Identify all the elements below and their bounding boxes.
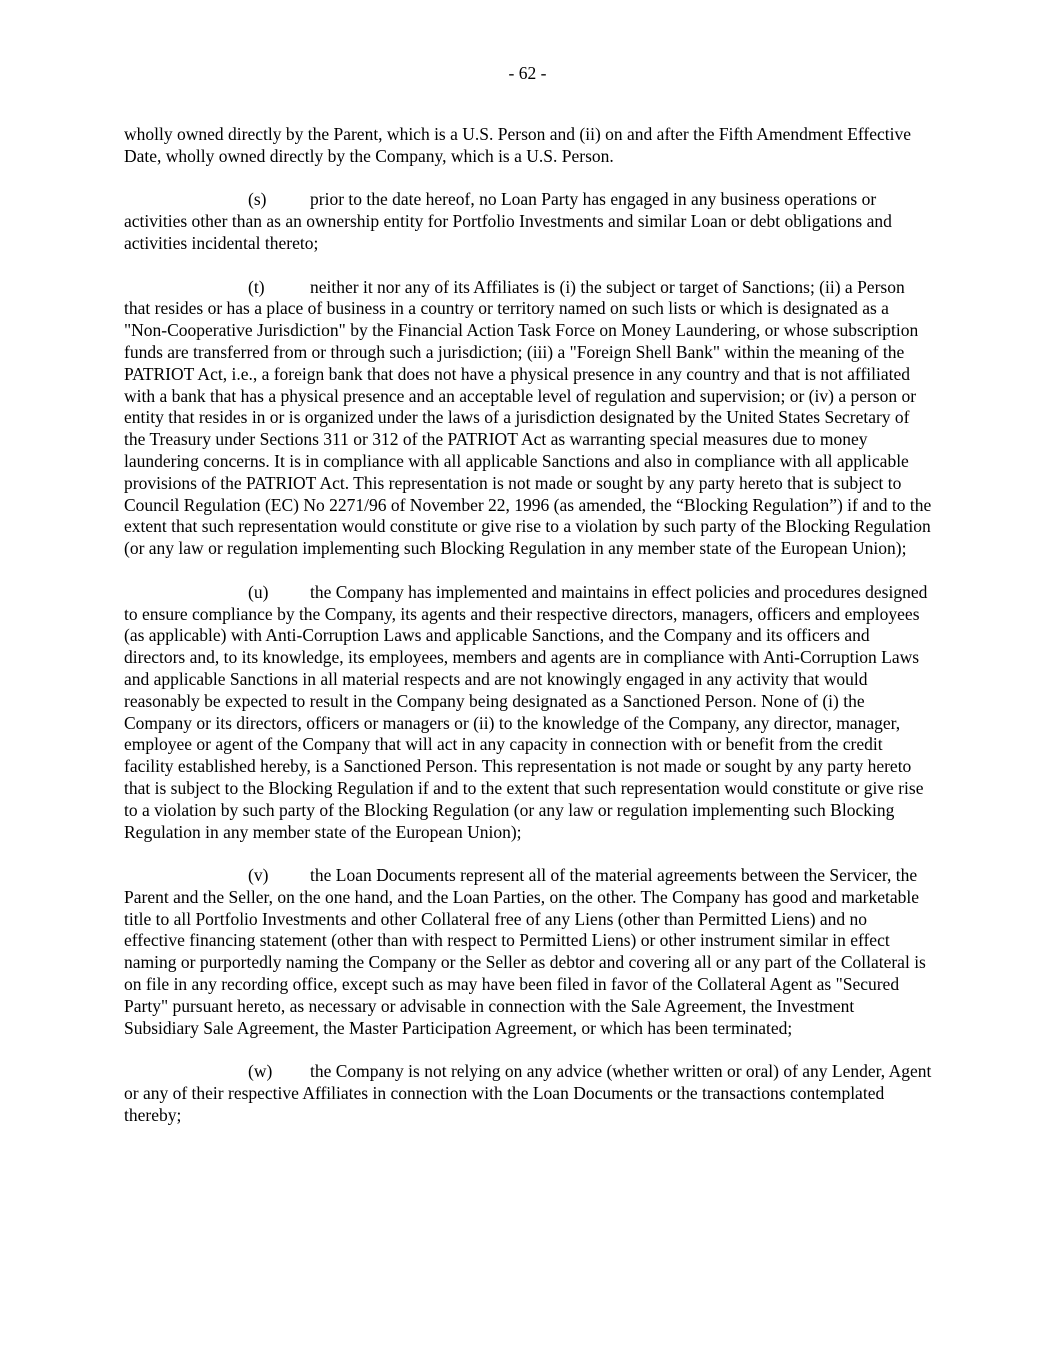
clause-label: (s): [248, 189, 267, 210]
clause-w: [124, 1061, 932, 1126]
clause-text: the Company is not relying on any advice (whether written or oral) of any Lender, Agent or any of their respective Affiliates in connection with the Loan Documents or the transactions contemplated thereby;: [124, 1061, 932, 1125]
clause-text: the Company has implemented and maintains in effect policies and procedures designed to ensure compliance by the Company, its agents and their respective directors, managers, officers and employees (as applicable) with Anti-Corruption Laws and applicable Sanctions, and the Company and its officers and directors and, to its knowledge, its employees, members and agents are in compliance with Anti-Corruption Laws and applicable Sanctions in all material respects and are not knowingly engaged in any activity that would reasonably be expected to result in the Company being designated as a Sanctioned Person. None of (i) the Company or its directors, officers or managers or (ii) to the knowledge of the Company, any director, manager, employee or agent of the Company that will act in any capacity in connection with or benefit from the credit facility established hereby, is a Sanctioned Person. This representation is not made or sought by any party hereto that is subject to the Blocking Regulation if and to the extent that such representation would constitute or give rise to a violation by such party of the Blocking Regulation (or any law or regulation implementing such Blocking Regulation in any member state of the European Union);: [124, 581, 928, 842]
paragraph-text: wholly owned directly by the Parent, which is a U.S. Person and (ii) on and after the Fifth Amendment Effective Date, wholly owned directly by the Company, which is a U.S. Person.: [124, 124, 911, 166]
paragraph-continuation: [124, 124, 932, 168]
clause-t: [124, 277, 932, 560]
clause-label: (w): [248, 1061, 273, 1082]
clause-s: [124, 189, 932, 254]
clause-v: [124, 865, 932, 1039]
clause-text: prior to the date hereof, no Loan Party has engaged in any business operations or activities other than as an ownership entity for Portfolio Investments and similar Loan or debt obligations and activities incidental thereto;: [124, 189, 892, 253]
clause-label: (t): [248, 276, 265, 297]
clause-text: the Loan Documents represent all of the material agreements between the Servicer, the Parent and the Seller, on the one hand, and the Loan Parties, on the other. The Company has good and marketable title to all Portfolio Investments and other Collateral free of any Liens (other than Permitted Liens) and no effective financing statement (other than with respect to Permitted Liens) or other instrument similar in effect naming or purportedly naming the Company or the Seller as debtor and covering all or any part of the Collateral is on file in any recording office, except such as may have been filed in favor of the Collateral Agent as "Secured Party" pursuant hereto, as necessary or advisable in connection with the Sale Agreement, the Investment Subsidiary Sale Agreement, the Master Participation Agreement, or which has been terminated;: [124, 865, 926, 1038]
clause-u: [124, 582, 932, 844]
document-body: [124, 124, 932, 1148]
clause-text: neither it nor any of its Affiliates is (i) the subject or target of Sanctions; (ii) a Person that resides or has a place of business in a country or territory named on such lists or which is designated as a "Non-Cooperative Jurisdiction" by the Financial Action Task Force on Money Laundering, or whose subscription funds are transferred from or through such a jurisdiction; (iii) a "Foreign Shell Bank" within the meaning of the PATRIOT Act, i.e., a foreign bank that does not have a physical presence in any country and that is not affiliated with a bank that has a physical presence and an acceptable level of regulation and supervision; or (iv) a person or entity that resides in or is organized under the laws of a jurisdiction designated by the United States Secretary of the Treasury under Sections 311 or 312 of the PATRIOT Act as warranting special measures due to money laundering concerns. It is in compliance with all applicable Sanctions and also in compliance with all applicable provisions of the PATRIOT Act. This representation is not made or sought by any party hereto that is subject to Council Regulation (EC) No 2271/96 of November 22, 1996 (as amended, the “Blocking Regulation”) if and to the extent that such representation would constitute or give rise to a violation by such party of the Blocking Regulation (or any law or regulation implementing such Blocking Regulation in any member state of the European Union);: [124, 276, 932, 559]
clause-label: (u): [248, 581, 269, 602]
page-number: - 62 -: [508, 63, 547, 83]
clause-label: (v): [248, 865, 269, 886]
